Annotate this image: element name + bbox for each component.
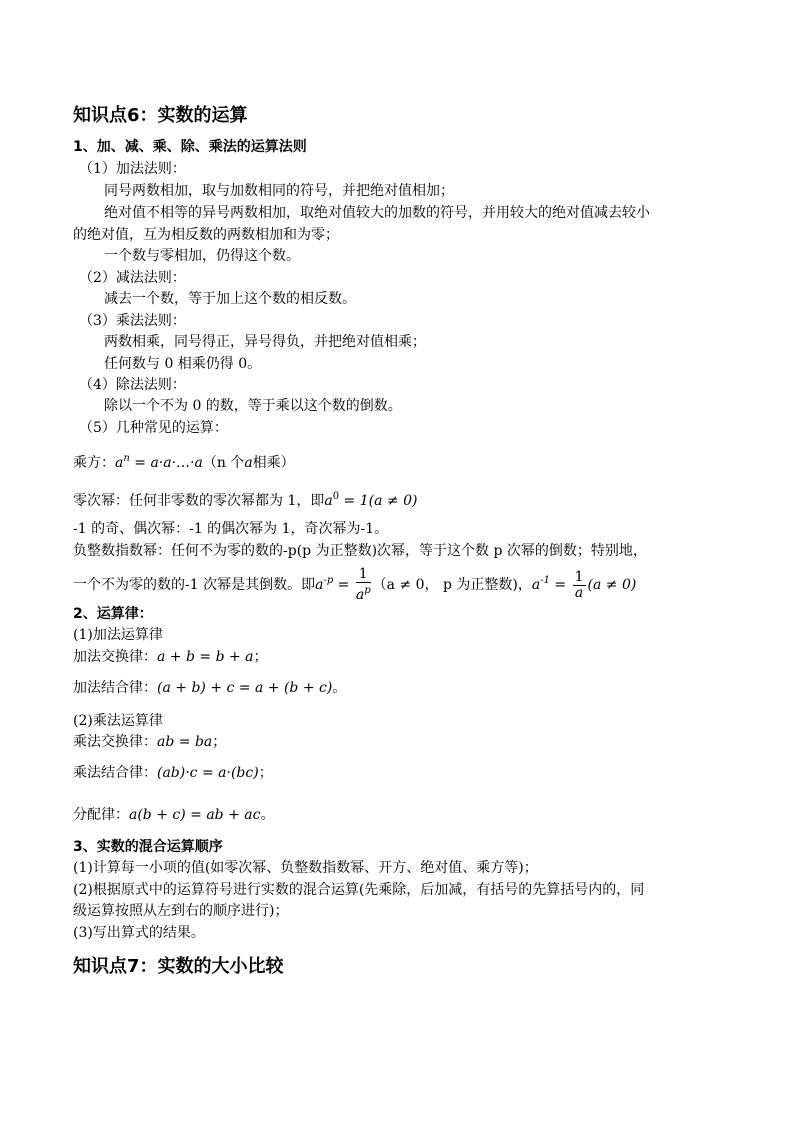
order-step-2a: (2)根据原式中的运算符号进行实数的混合运算(先乘除，后加减，有括号的先算括号内的，同 [73, 882, 645, 898]
section-6-title: 知识点6：实数的运算 [73, 105, 248, 126]
distributive-formula: a(b + c) = ab + ac [129, 807, 261, 823]
addition-rule-1: 同号两数相加，取与加数相同的符号，并把绝对值相加； [104, 183, 454, 199]
multiplication-commutative-label: 乘法交换律： [73, 734, 157, 750]
multiplication-commutative-end: ； [212, 734, 227, 750]
neg-p-fraction [356, 567, 371, 603]
zero-power-exponent: 0 [332, 491, 340, 502]
addition-commutative-end: ； [253, 649, 268, 665]
order-step-2b: 级运算按照从左到右的顺序进行)； [73, 903, 289, 919]
multiplication-rule-1: 两数相乘，同号得正，异号得负，并把绝对值相乘； [104, 334, 426, 350]
neg-1-exponent: -1 [540, 575, 550, 586]
multiplication-associative-label: 乘法结合律： [73, 765, 157, 781]
addition-commutative-formula: a + b = b + a [157, 649, 254, 665]
order-step-3: (3)写出算式的结果。 [73, 925, 205, 941]
zero-power-formula: = 1(a ≠ 0) [339, 493, 418, 509]
neg-p-condition: （a ≠ 0， p 为正整数)， [372, 577, 532, 593]
multiplication-commutative-formula: ab = ba [157, 734, 213, 750]
neg-p-denominator-exp: p [364, 585, 371, 596]
heading-operation-order: 3、实数的混合运算顺序 [73, 839, 223, 855]
common-operations-title: （5）几种常见的运算： [79, 420, 228, 436]
addition-commutative [73, 647, 268, 667]
distributive-end: 。 [260, 807, 275, 823]
neg-1-equals: = [549, 577, 571, 593]
addition-laws-title: (1)加法运算律 [73, 627, 163, 643]
addition-rule-title: （1）加法法则： [79, 161, 186, 177]
neg-1-condition: (a ≠ 0) [587, 577, 637, 593]
multiplication-rule-title: （3）乘法法则： [79, 313, 186, 329]
addition-associative-formula: (a + b) + c = a + (b + c) [157, 680, 333, 696]
neg-p-exponent: -p [323, 575, 334, 586]
multiplication-rule-2: 任何数与 0 相乘仍得 0。 [104, 356, 262, 372]
negative-integer-exponent-1: 负整数指数幂：任何不为零的数的-p(p 为正整数)次幂，等于这个数 p 次幂的倒数；特别地， [73, 543, 647, 559]
power-exponent: n [123, 453, 130, 464]
distributive-law [73, 805, 274, 825]
power-note-end: 相乘） [252, 455, 295, 471]
addition-rule-3: 一个数与零相加，仍得这个数。 [104, 248, 300, 264]
power-label: 乘方： [73, 455, 115, 471]
section-7-title: 知识点7：实数的大小比较 [73, 956, 284, 977]
zero-power-text: 零次幂：任何非零数的零次幂都为 1，即 [73, 493, 325, 509]
zero-power-base: a [324, 493, 333, 509]
neg-p-equals: = [333, 577, 354, 593]
power-note-var: a [244, 455, 253, 471]
neg-p-base: a [315, 577, 324, 593]
division-rule-title: （4）除法法则： [79, 377, 186, 393]
division-rule-1: 除以一个不为 0 的数，等于乘以这个数的倒数。 [104, 398, 402, 414]
addition-rule-2a: 绝对值不相等的异号两数相加，取绝对值较大的加数的符号，并用较大的绝对值减去较小 [104, 205, 650, 221]
power-expansion: = a·a·…·a [129, 455, 203, 471]
neg-1-fraction [573, 570, 586, 601]
multiplication-associative-formula: (ab)·c = a·(bc) [157, 765, 259, 781]
distributive-label: 分配律： [73, 807, 129, 823]
subtraction-rule-1: 减去一个数，等于加上这个数的相反数。 [104, 291, 356, 307]
heading-operation-rules: 1、加、减、乘、除、乘法的运算法则 [73, 139, 307, 155]
multiplication-associative-end: ； [258, 765, 273, 781]
power-base: a [115, 455, 124, 471]
order-step-1: (1)计算每一小项的值(如零次幂、负整数指数幂、开方、绝对值、乘方等)； [73, 860, 538, 876]
neg-one-powers: -1 的奇、偶次幂：-1 的偶次幂为 1，奇次幂为-1。 [73, 521, 389, 537]
zero-power-line [73, 487, 417, 511]
heading-operation-laws: 2、运算律： [73, 606, 153, 622]
power-note: （n 个 [202, 455, 245, 471]
neg-1-numerator: 1 [574, 568, 584, 585]
addition-associative-label: 加法结合律： [73, 680, 157, 696]
neg-p-denominator: a [355, 587, 365, 603]
addition-commutative-label: 加法交换律： [73, 649, 157, 665]
multiplication-associative [73, 763, 273, 783]
neg-p-numerator: 1 [356, 567, 371, 583]
addition-associative-end: 。 [332, 680, 347, 696]
neg-1-base: a [531, 577, 541, 593]
multiplication-laws-title: (2)乘法运算律 [73, 713, 163, 729]
addition-rule-2b: 的绝对值，互为相反数的两数相加和为零； [73, 227, 339, 243]
subtraction-rule-title: （2）减法法则： [79, 270, 186, 286]
addition-associative [73, 678, 346, 698]
negative-integer-exponent-text: 一个不为零的数的-1 次幂是其倒数。即 [73, 577, 316, 593]
power-line [73, 449, 295, 473]
negative-integer-exponent-2 [73, 563, 636, 603]
multiplication-commutative [73, 732, 226, 752]
neg-1-denominator: a [574, 584, 584, 601]
